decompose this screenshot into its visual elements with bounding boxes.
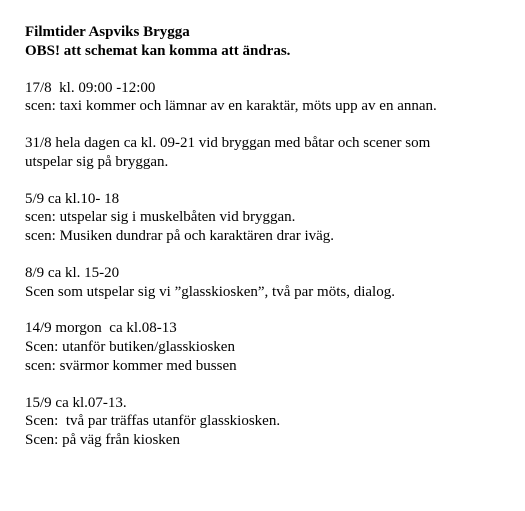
entry-date: 17/8 kl. 09:00 -12:00	[25, 79, 156, 96]
spacer	[25, 171, 515, 189]
schedule-entry-3	[25, 190, 515, 246]
schedule-document	[25, 23, 515, 449]
entry-scene: Scen: på väg från kiosken	[25, 431, 180, 448]
entry-scene: scen: svärmor kommer med bussen	[25, 357, 237, 374]
entry-scene: scen: taxi kommer och lämnar av en karaktär, möts upp av en annan.	[25, 98, 437, 115]
spacer	[25, 116, 515, 134]
schedule-entry-1	[25, 79, 515, 116]
schedule-entry-4	[25, 264, 515, 301]
spacer	[25, 246, 515, 264]
entry-date: 5/9 ca kl.10- 18	[25, 190, 120, 207]
spacer	[25, 375, 515, 393]
schedule-notice: OBS! att schemat kan komma att ändras.	[25, 42, 291, 59]
schedule-entry-2	[25, 134, 515, 171]
schedule-entry-6	[25, 394, 515, 450]
entry-scene: Scen: två par träffas utanför glasskiosken.	[25, 413, 281, 430]
entry-date: 8/9 ca kl. 15-20	[25, 264, 120, 281]
entry-date: 31/8 hela dagen ca kl. 09-21 vid bryggan med båtar och scener som	[25, 135, 431, 152]
schedule-entry-5	[25, 319, 515, 375]
entry-scene: scen: Musiken dundrar på och karaktären drar iväg.	[25, 227, 335, 244]
entry-scene: Scen som utspelar sig vi ”glasskiosken”, två par möts, dialog.	[25, 283, 395, 300]
entry-date: 15/9 ca kl.07-13.	[25, 394, 127, 411]
entry-date: 14/9 morgon ca kl.08-13	[25, 320, 177, 337]
entry-scene: utspelar sig på bryggan.	[25, 153, 169, 170]
entry-scene: Scen: utanför butiken/glasskiosken	[25, 339, 235, 356]
entry-scene: scen: utspelar sig i muskelbåten vid bryggan.	[25, 209, 296, 226]
spacer	[25, 301, 515, 319]
document-title: Filmtider Aspviks Brygga	[25, 24, 190, 40]
spacer	[25, 60, 515, 78]
